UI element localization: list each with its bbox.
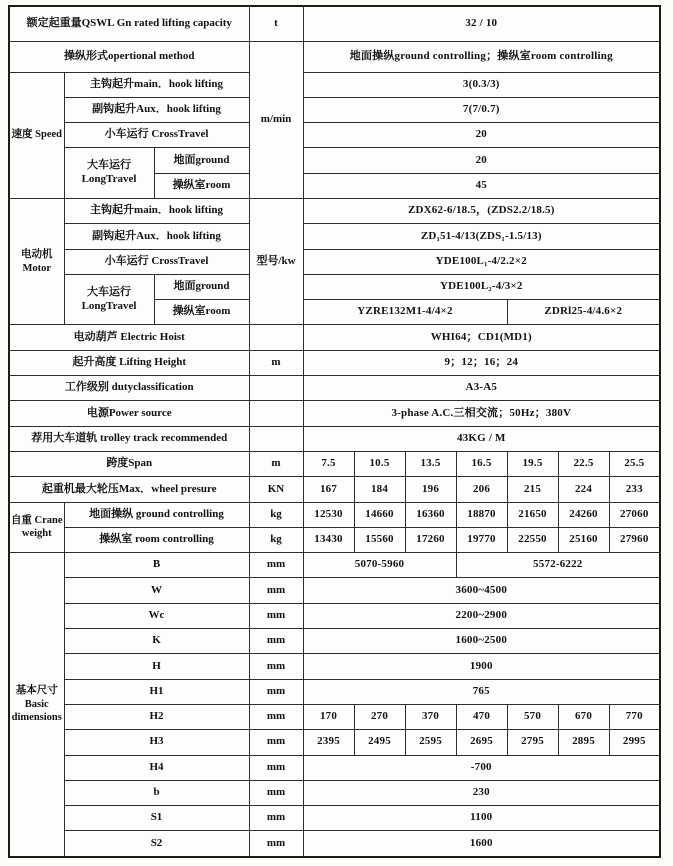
table-row — [9, 249, 660, 274]
row-label-dim-H2: H2 — [64, 704, 249, 729]
table-row — [9, 502, 660, 527]
row-label-dim-H4: H4 — [64, 755, 249, 780]
row-label-dim-H: H — [64, 654, 249, 679]
unit-cell: mm — [249, 806, 303, 831]
row-label-aux-hook-speed: 副钩起升Aux．hook lifting — [64, 97, 249, 122]
table-row — [9, 730, 660, 755]
value-cell: 215 — [507, 477, 558, 502]
unit-cell — [249, 426, 303, 451]
value-cell: 167 — [303, 477, 354, 502]
table-row — [9, 578, 660, 603]
table-row — [9, 224, 660, 249]
row-label-operation-method: 操纵形式opertional method — [9, 41, 249, 72]
row-label-cross-travel-motor: 小车运行 CrossTravel — [64, 249, 249, 274]
row-label-dim-Wc: Wc — [64, 603, 249, 628]
row-label-main-hook-motor: 主钩起升main．hook lifting — [64, 198, 249, 223]
unit-cell: t — [249, 6, 303, 41]
row-label-main-hook-speed: 主钩起升main．hook lifting — [64, 72, 249, 97]
value-cell: 19770 — [456, 527, 507, 552]
value-cell: 765 — [303, 679, 660, 704]
table-row — [9, 629, 660, 654]
value-cell: 3(0.3/3) — [303, 72, 660, 97]
value-cell: 770 — [609, 704, 660, 729]
row-label-long-travel-speed: 大车运行 LongTravel — [64, 148, 154, 199]
value-cell: 22550 — [507, 527, 558, 552]
unit-cell: mm — [249, 629, 303, 654]
unit-cell: mm — [249, 780, 303, 805]
value-cell: 1600 — [303, 831, 660, 857]
row-label-span: 跨度Span — [9, 451, 249, 476]
value-cell: A3-A5 — [303, 376, 660, 401]
value-cell: 10.5 — [354, 451, 405, 476]
value-cell: 670 — [558, 704, 609, 729]
value-cell: 2895 — [558, 730, 609, 755]
value-cell: 13.5 — [405, 451, 456, 476]
table-row — [9, 477, 660, 502]
row-label-room-controlling-weight: 操纵室 room controlling — [64, 527, 249, 552]
value-cell: 16360 — [405, 502, 456, 527]
unit-cell: mm — [249, 831, 303, 857]
row-label-electric-hoist: 电动葫芦 Electric Hoist — [9, 325, 249, 350]
value-cell: 184 — [354, 477, 405, 502]
row-label-duty-classification: 工作级别 dutyclassification — [9, 376, 249, 401]
table-row — [9, 72, 660, 97]
row-sublabel-ground: 地面ground — [154, 148, 249, 173]
value-cell: YZRE132M1-4/4×2 — [303, 300, 507, 325]
value-cell: 2595 — [405, 730, 456, 755]
value-cell: 5572-6222 — [456, 553, 660, 578]
value-cell: ZDRl25-4/4.6×2 — [507, 300, 660, 325]
row-sublabel-ground: 地面ground — [154, 274, 249, 299]
group-label-speed: 速度 Speed — [9, 72, 64, 198]
value-cell: 196 — [405, 477, 456, 502]
unit-cell: m — [249, 451, 303, 476]
table-row — [9, 679, 660, 704]
unit-cell — [249, 325, 303, 350]
row-label-dim-H1: H1 — [64, 679, 249, 704]
value-cell: 270 — [354, 704, 405, 729]
row-label-dim-S2: S2 — [64, 831, 249, 857]
value-cell: 14660 — [354, 502, 405, 527]
value-cell: 5070-5960 — [303, 553, 456, 578]
unit-cell: m — [249, 350, 303, 375]
table-row — [9, 806, 660, 831]
value-cell: 224 — [558, 477, 609, 502]
row-label-max-wheel-pressure: 起重机最大轮压Max．wheel presure — [9, 477, 249, 502]
value-cell: 1100 — [303, 806, 660, 831]
unit-cell: kg — [249, 502, 303, 527]
value-cell: 7.5 — [303, 451, 354, 476]
unit-cell: mm — [249, 679, 303, 704]
value-cell: 2200~2900 — [303, 603, 660, 628]
value-cell: YDE100L₁-4/2.2×2 — [303, 249, 660, 274]
value-cell: 7(7/0.7) — [303, 97, 660, 122]
value-cell: 32 / 10 — [303, 6, 660, 41]
unit-cell: mm — [249, 553, 303, 578]
value-cell: 370 — [405, 704, 456, 729]
value-cell: 1900 — [303, 654, 660, 679]
unit-cell: mm — [249, 730, 303, 755]
value-cell: 2695 — [456, 730, 507, 755]
table-row — [9, 401, 660, 426]
value-cell: ZDX62-6/18.5，(ZDS2.2/18.5) — [303, 198, 660, 223]
value-cell: -700 — [303, 755, 660, 780]
table-row — [9, 755, 660, 780]
unit-cell: mm — [249, 578, 303, 603]
table-row — [9, 831, 660, 857]
row-label-aux-hook-motor: 副钩起升Aux．hook lifting — [64, 224, 249, 249]
table-row — [9, 6, 660, 41]
value-cell: 19.5 — [507, 451, 558, 476]
unit-cell — [249, 376, 303, 401]
table-row — [9, 123, 660, 148]
row-label-dim-S1: S1 — [64, 806, 249, 831]
table-row — [9, 274, 660, 299]
row-label-dim-b: b — [64, 780, 249, 805]
group-label-basic-dimensions: 基本尺寸 Basic dimensions — [9, 553, 64, 857]
value-cell: 15560 — [354, 527, 405, 552]
value-cell: 27060 — [609, 502, 660, 527]
table-row — [9, 780, 660, 805]
table-row — [9, 97, 660, 122]
row-label-trolley-track: 荐用大车道轨 trolley track recommended — [9, 426, 249, 451]
value-cell: 27960 — [609, 527, 660, 552]
table-row — [9, 198, 660, 223]
value-cell: 2795 — [507, 730, 558, 755]
value-cell: 13430 — [303, 527, 354, 552]
table-row — [9, 704, 660, 729]
value-cell: 230 — [303, 780, 660, 805]
group-label-crane-weight: 自重 Crane weight — [9, 502, 64, 553]
unit-cell: 型号/kw — [249, 198, 303, 324]
value-cell: 24260 — [558, 502, 609, 527]
value-cell: 18870 — [456, 502, 507, 527]
value-cell: 21650 — [507, 502, 558, 527]
row-label-long-travel-motor: 大车运行 LongTravel — [64, 274, 154, 325]
value-cell: 170 — [303, 704, 354, 729]
table-row — [9, 527, 660, 552]
value-cell: WHI64；CD1(MD1) — [303, 325, 660, 350]
value-cell: 16.5 — [456, 451, 507, 476]
table-row — [9, 603, 660, 628]
value-cell: 3600~4500 — [303, 578, 660, 603]
value-cell: 20 — [303, 123, 660, 148]
value-cell: 43KG / M — [303, 426, 660, 451]
value-cell: 570 — [507, 704, 558, 729]
group-label-motor: 电动机 Motor — [9, 198, 64, 324]
value-cell: 1600~2500 — [303, 629, 660, 654]
value-cell: 25.5 — [609, 451, 660, 476]
unit-cell: m/min — [249, 41, 303, 198]
unit-cell: kg — [249, 527, 303, 552]
row-label-rated-capacity: 额定起重量QSWL Gn rated lifting capacity — [9, 6, 249, 41]
value-cell: 25160 — [558, 527, 609, 552]
row-label-lifting-height: 起升高度 Lifting Height — [9, 350, 249, 375]
row-label-dim-K: K — [64, 629, 249, 654]
row-label-dim-B: B — [64, 553, 249, 578]
unit-cell: mm — [249, 755, 303, 780]
table-row — [9, 376, 660, 401]
table-row — [9, 451, 660, 476]
value-cell: 地面操纵ground controlling；操纵室room controlling — [303, 41, 660, 72]
row-sublabel-room: 操纵室room — [154, 300, 249, 325]
table-row — [9, 426, 660, 451]
row-label-dim-W: W — [64, 578, 249, 603]
row-label-cross-travel-speed: 小车运行 CrossTravel — [64, 123, 249, 148]
crane-spec-table — [8, 5, 661, 858]
value-cell: 12530 — [303, 502, 354, 527]
value-cell: 3-phase A.C.三相交流；50Hz；380V — [303, 401, 660, 426]
table-row — [9, 325, 660, 350]
unit-cell — [249, 401, 303, 426]
value-cell: 470 — [456, 704, 507, 729]
value-cell: 22.5 — [558, 451, 609, 476]
table-row — [9, 654, 660, 679]
row-label-dim-H3: H3 — [64, 730, 249, 755]
spec-table-body — [9, 6, 660, 857]
table-row — [9, 148, 660, 173]
value-cell: ZD₁51-4/13(ZDS₁-1.5/13) — [303, 224, 660, 249]
value-cell: 45 — [303, 173, 660, 198]
value-cell: 9；12；16；24 — [303, 350, 660, 375]
row-label-ground-controlling-weight: 地面操纵 ground controlling — [64, 502, 249, 527]
value-cell: 206 — [456, 477, 507, 502]
unit-cell: mm — [249, 704, 303, 729]
table-row — [9, 41, 660, 72]
value-cell: 2395 — [303, 730, 354, 755]
value-cell: 2495 — [354, 730, 405, 755]
table-row — [9, 350, 660, 375]
value-cell: 233 — [609, 477, 660, 502]
value-cell: 17260 — [405, 527, 456, 552]
value-cell: 20 — [303, 148, 660, 173]
row-sublabel-room: 操纵室room — [154, 173, 249, 198]
unit-cell: KN — [249, 477, 303, 502]
value-cell: 2995 — [609, 730, 660, 755]
row-label-power-source: 电源Power source — [9, 401, 249, 426]
unit-cell: mm — [249, 603, 303, 628]
value-cell: YDE100L₂-4/3×2 — [303, 274, 660, 299]
table-row — [9, 553, 660, 578]
unit-cell: mm — [249, 654, 303, 679]
